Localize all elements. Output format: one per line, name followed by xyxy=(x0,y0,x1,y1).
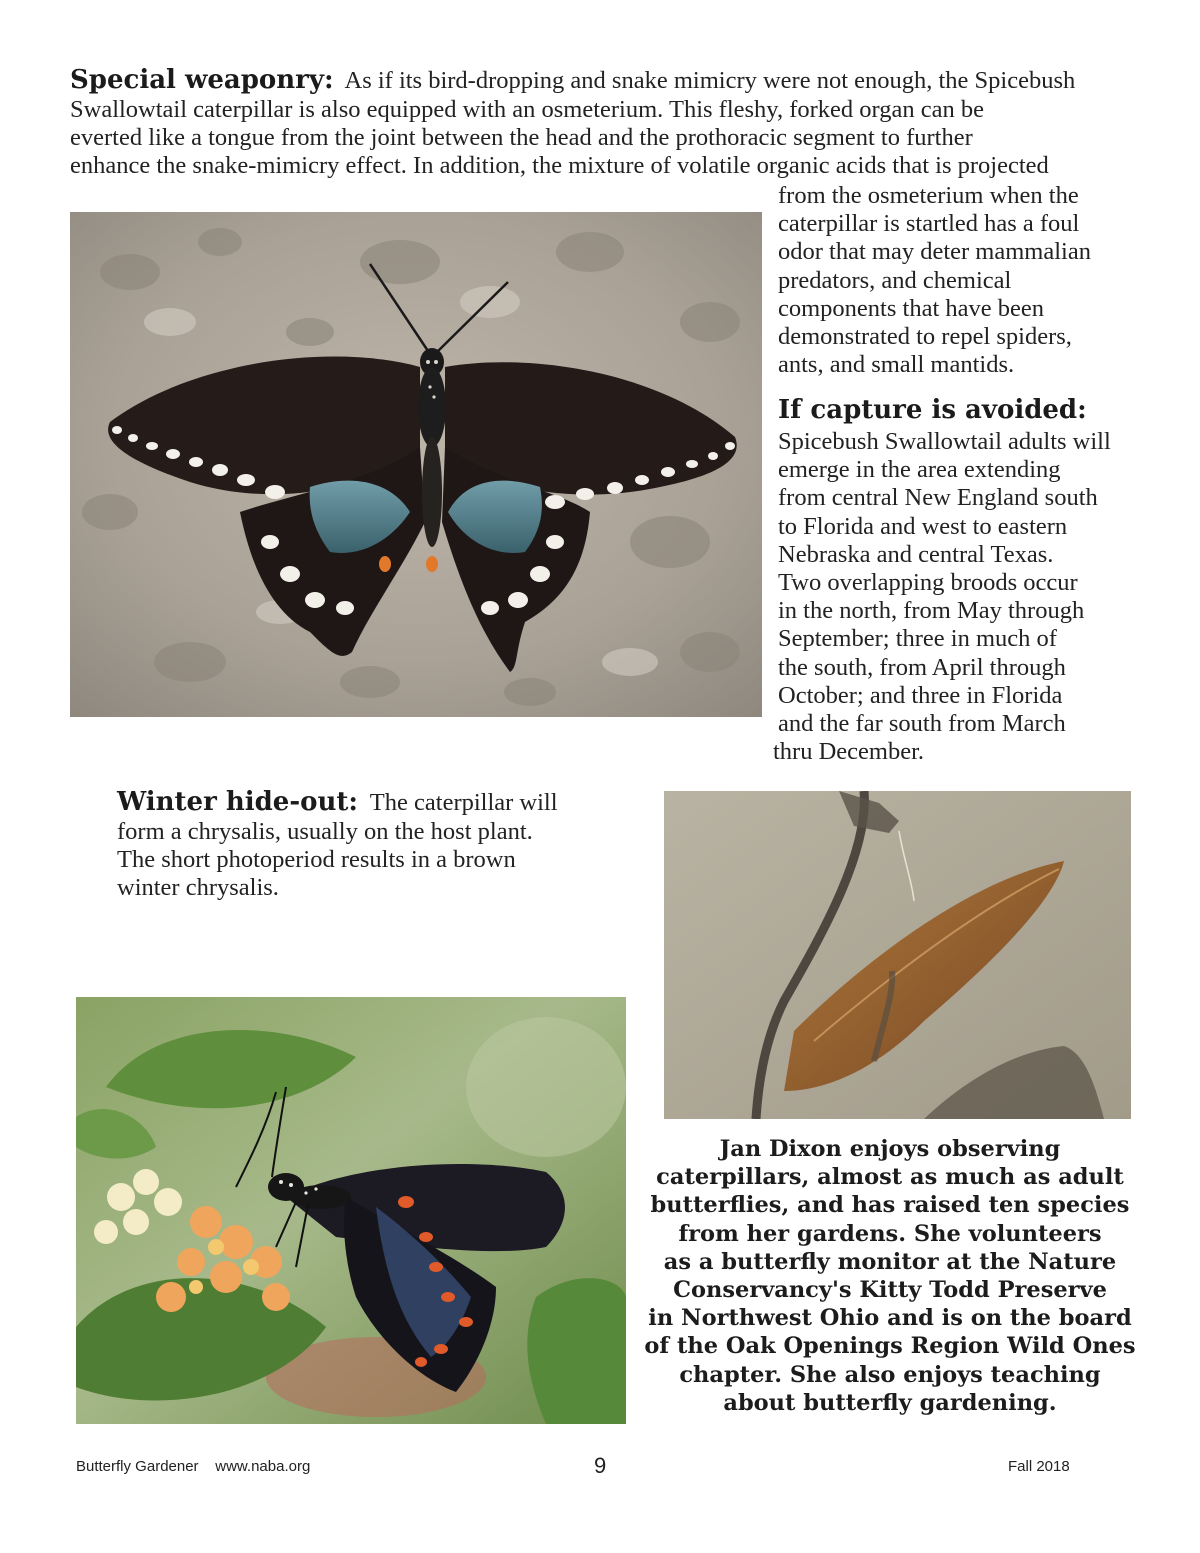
bio-line: in Northwest Ohio and is on the board xyxy=(648,1305,1132,1332)
text-line: ants, and small mantids. xyxy=(778,351,1015,379)
text-line: Two overlapping broods occur xyxy=(778,569,1078,597)
bio-line: about butterfly gardening. xyxy=(723,1389,1057,1416)
text-line: form a chrysalis, usually on the host plant. xyxy=(117,818,533,845)
text-line: Spicebush Swallowtail adults will xyxy=(778,428,1111,455)
bio-line: caterpillars, almost as much as adult xyxy=(656,1164,1124,1191)
text-line: demonstrated to repel spiders, xyxy=(778,323,1072,351)
page-number: 9 xyxy=(594,1453,607,1478)
text-line: to Florida and west to eastern xyxy=(778,512,1068,540)
text-line: odor that may deter mammalian xyxy=(778,238,1091,266)
bio-line: from her gardens. She volunteers xyxy=(678,1220,1102,1247)
bio-line: as a butterfly monitor at the Nature xyxy=(663,1248,1117,1275)
special-weaponry-first-line-text: As if its bird-dropping and snake mimicry were not enough, the Spicebush xyxy=(344,67,1076,94)
special-weaponry-first-line xyxy=(70,66,1130,96)
text-line: the south, from April through xyxy=(778,653,1066,681)
text-line: The short photoperiod results in a brown xyxy=(117,846,516,874)
bio-line: chapter. She also enjoys teaching xyxy=(679,1361,1101,1388)
text-line: from central New England south xyxy=(778,484,1098,512)
author-bio xyxy=(640,1135,1140,1417)
bio-line: Jan Dixon enjoys observing xyxy=(719,1136,1061,1162)
bio-line: butterflies, and has raised ten species xyxy=(650,1192,1130,1219)
capture-avoided-heading: If capture is avoided: xyxy=(778,395,1087,425)
bio-line: Conservancy's Kitty Todd Preserve xyxy=(673,1277,1107,1304)
text-line: from the osmeterium when the xyxy=(778,182,1079,209)
website-link[interactable]: www.naba.org xyxy=(215,1458,311,1475)
text-line: Nebraska and central Texas. xyxy=(778,540,1054,568)
footer-left xyxy=(76,1458,310,1475)
text-line: predators, and chemical xyxy=(778,266,1012,294)
text-line: components that have been xyxy=(778,294,1045,322)
winter-hideout-heading: Winter hide-out: xyxy=(117,787,358,817)
text-line: and the far south from March xyxy=(778,710,1066,738)
bio-line: of the Oak Openings Region Wild Ones xyxy=(644,1333,1136,1360)
publication-name: Butterfly Gardener xyxy=(76,1458,199,1475)
special-weaponry-continuation xyxy=(778,182,1178,379)
text-line: emerge in the area extending xyxy=(778,456,1061,484)
butterfly-on-lantana-image xyxy=(76,997,626,1424)
butterfly-on-gravel-photo xyxy=(70,212,762,717)
issue-date: Fall 2018 xyxy=(1008,1458,1070,1475)
text-line: thru December. xyxy=(773,738,925,766)
text-line: September; three in much of xyxy=(778,625,1057,653)
chrysalis-image xyxy=(664,791,1131,1119)
text-line: enhance the snake-mimicry effect. In addition, the mixture of volatile organic acids that is projected xyxy=(70,152,1049,180)
text-line: caterpillar is startled has a foul xyxy=(778,210,1080,238)
butterfly-on-lantana-photo xyxy=(76,997,626,1424)
text-line: Swallowtail caterpillar is also equipped with an osmeterium. This fleshy, forked organ can be xyxy=(70,96,984,123)
winter-hideout-paragraph xyxy=(117,788,597,903)
special-weaponry-heading: Special weaponry: xyxy=(70,65,334,95)
winter-hideout-first-line xyxy=(117,788,597,818)
butterfly-on-gravel-image xyxy=(70,212,762,717)
chrysalis-photo xyxy=(664,791,1131,1119)
text-line: in the north, from May through xyxy=(778,597,1085,625)
text-line: everted like a tongue from the joint between the head and the prothoracic segment to further xyxy=(70,124,973,152)
winter-hideout-first-line-text: The caterpillar will xyxy=(369,789,558,816)
text-line: winter chrysalis. xyxy=(117,874,279,902)
special-weaponry-paragraph xyxy=(70,66,1130,181)
text-line: October; and three in Florida xyxy=(778,681,1063,709)
capture-avoided-section xyxy=(773,395,1178,766)
